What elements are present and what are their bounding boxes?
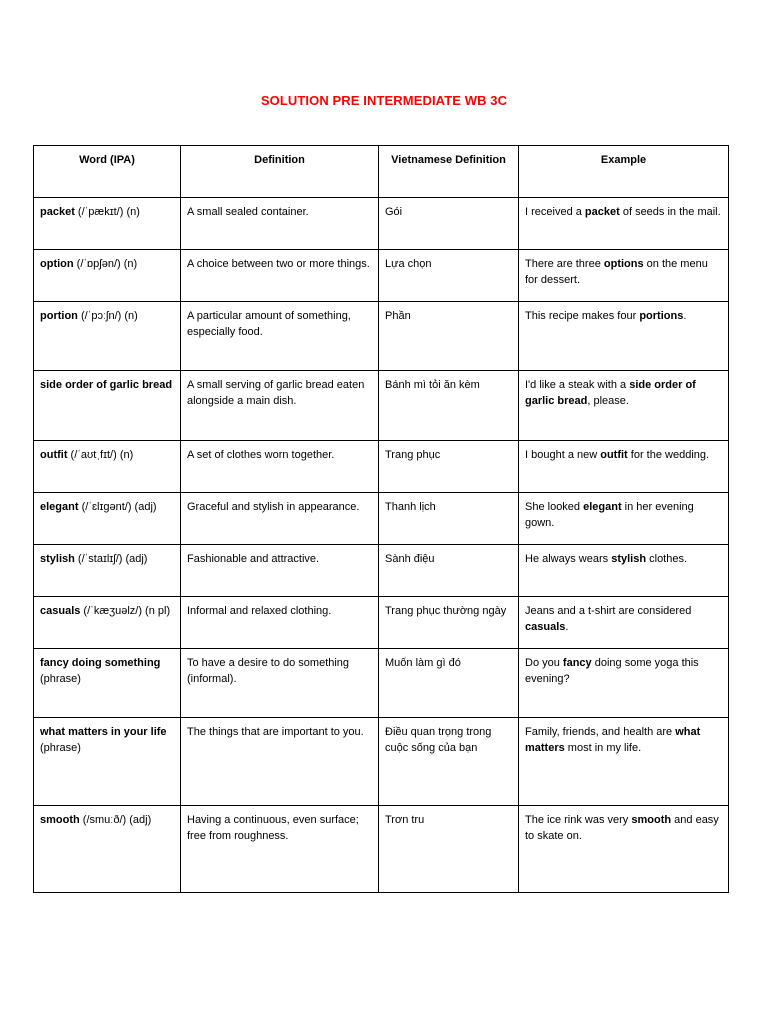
table-row — [34, 493, 729, 545]
example-cell — [519, 718, 729, 806]
definition-cell: A set of clothes worn together. — [181, 441, 379, 493]
example-text: Do you — [525, 657, 563, 669]
example-text: in her evening gown. — [525, 501, 694, 529]
definition-cell: A choice between two or more things. — [181, 250, 379, 302]
word-ipa: (/ˈstaɪlɪʃ/) (adj) — [74, 553, 148, 565]
example-text: most in my life. — [564, 741, 642, 754]
example-cell — [519, 806, 729, 893]
vietnamese-cell: Lựa chọn — [379, 250, 519, 302]
vietnamese-cell: Thanh lịch — [379, 493, 519, 545]
definition-cell: Fashionable and attractive. — [181, 545, 379, 597]
vietnamese-cell: Trang phục thường ngày — [379, 597, 519, 649]
table-row — [34, 545, 729, 597]
example-text: , please. — [587, 394, 629, 407]
example-keyword: packet — [584, 206, 620, 218]
example-text: I bought a new — [525, 449, 601, 461]
vietnamese-cell: Điều quan trọng trong cuộc sống của bạn — [379, 718, 519, 806]
example-keyword: side order of garlic bread — [525, 379, 696, 407]
word-cell — [34, 493, 181, 545]
word-term: side order of garlic bread — [40, 379, 173, 391]
word-term: portion — [40, 310, 78, 322]
example-text: I received a — [525, 206, 585, 218]
definition-cell: A small sealed container. — [181, 198, 379, 250]
example-keyword: outfit — [600, 449, 628, 461]
example-text: for the wedding. — [627, 449, 710, 461]
word-cell — [34, 250, 181, 302]
example-text: There are three — [525, 258, 604, 270]
table-row — [34, 649, 729, 718]
definition-cell: Graceful and stylish in appearance. — [181, 493, 379, 545]
word-term: fancy doing something — [40, 657, 161, 669]
definition-cell: To have a desire to do something (informal). — [181, 649, 379, 718]
word-ipa: (/smuːð/) (adj) — [79, 814, 152, 826]
word-ipa: (phrase) — [40, 741, 81, 754]
definition-cell: A small serving of garlic bread eaten alongside a main dish. — [181, 371, 379, 441]
word-ipa: (/ˈpɔːʃn/) (n) — [77, 310, 138, 322]
word-cell — [34, 371, 181, 441]
vietnamese-cell: Trơn tru — [379, 806, 519, 893]
example-text: of seeds in the mail. — [619, 206, 721, 218]
vietnamese-cell: Sành điệu — [379, 545, 519, 597]
word-ipa: (/ˈɛlɪɡənt/) (adj) — [78, 501, 157, 513]
column-header-word: Word (IPA) — [34, 146, 181, 198]
example-text: She looked — [525, 501, 584, 513]
example-text: on the menu for dessert. — [525, 258, 708, 286]
table-row — [34, 718, 729, 806]
word-ipa: (/ˈɒpʃən/) (n) — [73, 258, 138, 270]
example-text: and easy to skate on. — [525, 814, 719, 842]
example-text: . — [683, 310, 687, 322]
example-cell — [519, 597, 729, 649]
word-cell — [34, 302, 181, 371]
word-cell — [34, 718, 181, 806]
table-row — [34, 371, 729, 441]
example-keyword: elegant — [583, 501, 622, 513]
table-row — [34, 198, 729, 250]
example-keyword: stylish — [611, 553, 647, 565]
word-term: packet — [40, 206, 75, 218]
word-cell — [34, 597, 181, 649]
example-text: . — [565, 620, 569, 633]
word-ipa: (phrase) — [40, 672, 81, 685]
column-header-definition: Definition — [181, 146, 379, 198]
word-term: casuals — [40, 605, 81, 617]
example-cell — [519, 198, 729, 250]
example-cell — [519, 649, 729, 718]
example-text: Jeans and a t-shirt are considered — [525, 605, 692, 617]
word-term: option — [40, 258, 74, 270]
word-ipa: (/ˈaʊtˌfɪt/) (n) — [67, 449, 134, 461]
vietnamese-cell: Muốn làm gì đó — [379, 649, 519, 718]
example-cell — [519, 250, 729, 302]
word-cell — [34, 198, 181, 250]
example-keyword: fancy — [562, 657, 592, 669]
table-row — [34, 250, 729, 302]
example-cell — [519, 545, 729, 597]
word-term: smooth — [40, 814, 80, 826]
example-cell — [519, 371, 729, 441]
vietnamese-cell: Bánh mì tỏi ăn kèm — [379, 371, 519, 441]
example-keyword: portions — [639, 310, 684, 322]
definition-cell: Having a continuous, even surface; free from roughness. — [181, 806, 379, 893]
example-keyword: what matters — [525, 726, 701, 754]
word-ipa: (/ˈkæʒuəlz/) (n pl) — [80, 605, 171, 617]
table-header-row — [34, 146, 729, 198]
word-cell — [34, 806, 181, 893]
definition-cell: The things that are important to you. — [181, 718, 379, 806]
word-term: outfit — [40, 449, 68, 461]
example-text: doing some yoga this evening? — [525, 657, 699, 685]
definition-cell: A particular amount of something, especially food. — [181, 302, 379, 371]
word-term: what matters in your life — [40, 726, 167, 738]
example-cell — [519, 493, 729, 545]
vietnamese-cell: Trang phục — [379, 441, 519, 493]
word-cell — [34, 649, 181, 718]
page-title: SOLUTION PRE INTERMEDIATE WB 3C — [260, 93, 508, 108]
word-term: stylish — [40, 553, 75, 565]
example-text: He always wears — [525, 553, 612, 565]
example-text: The ice rink was very — [525, 814, 632, 826]
definition-cell: Informal and relaxed clothing. — [181, 597, 379, 649]
column-header-example: Example — [519, 146, 729, 198]
vocabulary-table — [33, 145, 729, 893]
table-row — [34, 302, 729, 371]
example-cell — [519, 302, 729, 371]
vietnamese-cell: Gói — [379, 198, 519, 250]
table-row — [34, 441, 729, 493]
example-text: Family, friends, and health are — [525, 726, 676, 738]
example-keyword: casuals — [525, 620, 566, 633]
example-keyword: options — [603, 258, 644, 270]
word-cell — [34, 545, 181, 597]
vietnamese-cell: Phần — [379, 302, 519, 371]
table-row — [34, 597, 729, 649]
example-text: I'd like a steak with a — [525, 379, 630, 391]
example-cell — [519, 441, 729, 493]
example-keyword: smooth — [631, 814, 672, 826]
word-term: elegant — [40, 501, 79, 513]
word-ipa: (/ˈpækɪt/) (n) — [74, 206, 140, 218]
table-row — [34, 806, 729, 893]
word-cell — [34, 441, 181, 493]
example-text: This recipe makes four — [525, 310, 640, 322]
column-header-vietnamese: Vietnamese Definition — [379, 146, 519, 198]
example-text: clothes. — [646, 553, 688, 565]
